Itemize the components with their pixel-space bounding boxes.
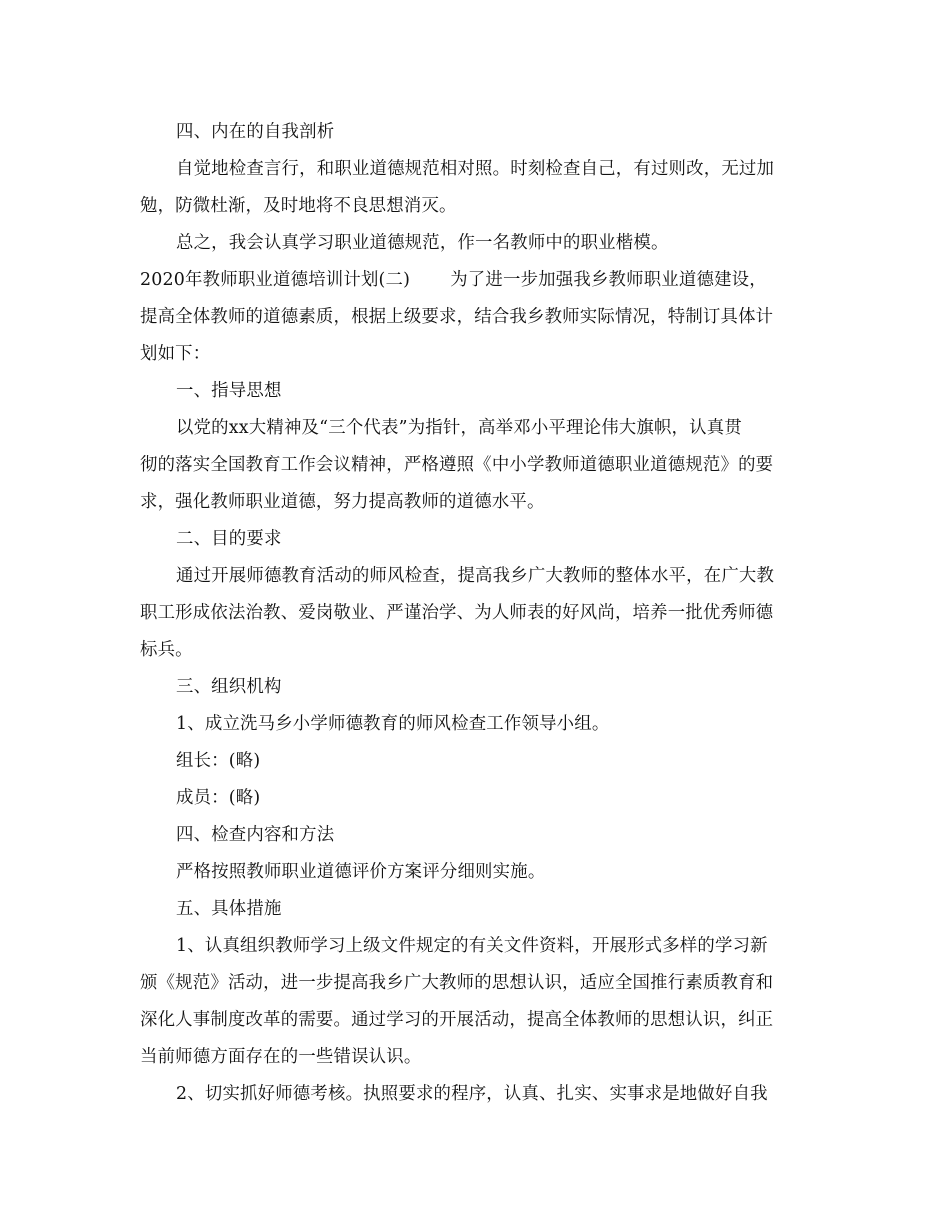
paragraph-line: 自觉地检查言行，和职业道德规范相对照。时刻检查自己，有过则改，无过加 bbox=[176, 159, 775, 179]
paragraph-line: 当前师德方面存在的一些错误认识。 bbox=[140, 1047, 422, 1067]
paragraph-line: 成员：(略) bbox=[176, 788, 261, 808]
paragraph-line: 勉，防微杜渐，及时地将不良思想消灭。 bbox=[140, 196, 457, 216]
paragraph-line: 彻的落实全国教育工作会议精神，严格遵照《中小学教师道德职业道德规范》的要 bbox=[140, 455, 774, 475]
paragraph-line: 2、切实抓好师德考核。执照要求的程序，认真、扎实、实事求是地做好自我 bbox=[176, 1084, 768, 1104]
paragraph-line: 组长：(略) bbox=[176, 751, 261, 771]
section-heading-measures: 五、具体措施 bbox=[176, 899, 282, 919]
document-title-line: 2020年教师职业道德培训计划(二) 为了进一步加强我乡教师职业道德建设， bbox=[140, 270, 767, 290]
paragraph-line: 提高全体教师的道德素质，根据上级要求，结合我乡教师实际情况，特制订具体计 bbox=[140, 307, 774, 327]
section-heading-goals: 二、目的要求 bbox=[176, 529, 282, 549]
section-heading-inspection: 四、检查内容和方法 bbox=[176, 825, 335, 845]
paragraph-line: 求，强化教师职业道德，努力提高教师的道德水平。 bbox=[140, 492, 545, 512]
paragraph-line: 1、成立洗马乡小学师德教育的师风检查工作领导小组。 bbox=[176, 714, 610, 734]
paragraph-line: 通过开展师德教育活动的师风检查，提高我乡广大教师的整体水平，在广大教 bbox=[176, 566, 775, 586]
section-heading-guiding-ideology: 一、指导思想 bbox=[176, 381, 282, 401]
paragraph-line: 颁《规范》活动，进一步提高我乡广大教师的思想认识，适应全国推行素质教育和 bbox=[140, 973, 774, 993]
paragraph-line: 严格按照教师职业道德评价方案评分细则实施。 bbox=[176, 862, 546, 882]
paragraph-line: 划如下： bbox=[140, 344, 211, 364]
paragraph-line: 以党的xx大精神及“三个代表”为指针，高举邓小平理论伟大旗帜，认真贯 bbox=[176, 418, 742, 438]
section-heading-self-analysis: 四、内在的自我剖析 bbox=[176, 122, 335, 142]
section-heading-organization: 三、组织机构 bbox=[176, 677, 282, 697]
paragraph-line: 标兵。 bbox=[140, 640, 193, 660]
paragraph-line: 深化人事制度改革的需要。通过学习的开展活动，提高全体教师的思想认识，纠正 bbox=[140, 1010, 774, 1030]
paragraph-line: 1、认真组织教师学习上级文件规定的有关文件资料，开展形式多样的学习新 bbox=[176, 936, 768, 956]
paragraph-line: 总之，我会认真学习职业道德规范，作一名教师中的职业楷模。 bbox=[176, 233, 669, 253]
paragraph-line: 职工形成依法治教、爱岗敬业、严谨治学、为人师表的好风尚，培养一批优秀师德 bbox=[140, 603, 774, 623]
